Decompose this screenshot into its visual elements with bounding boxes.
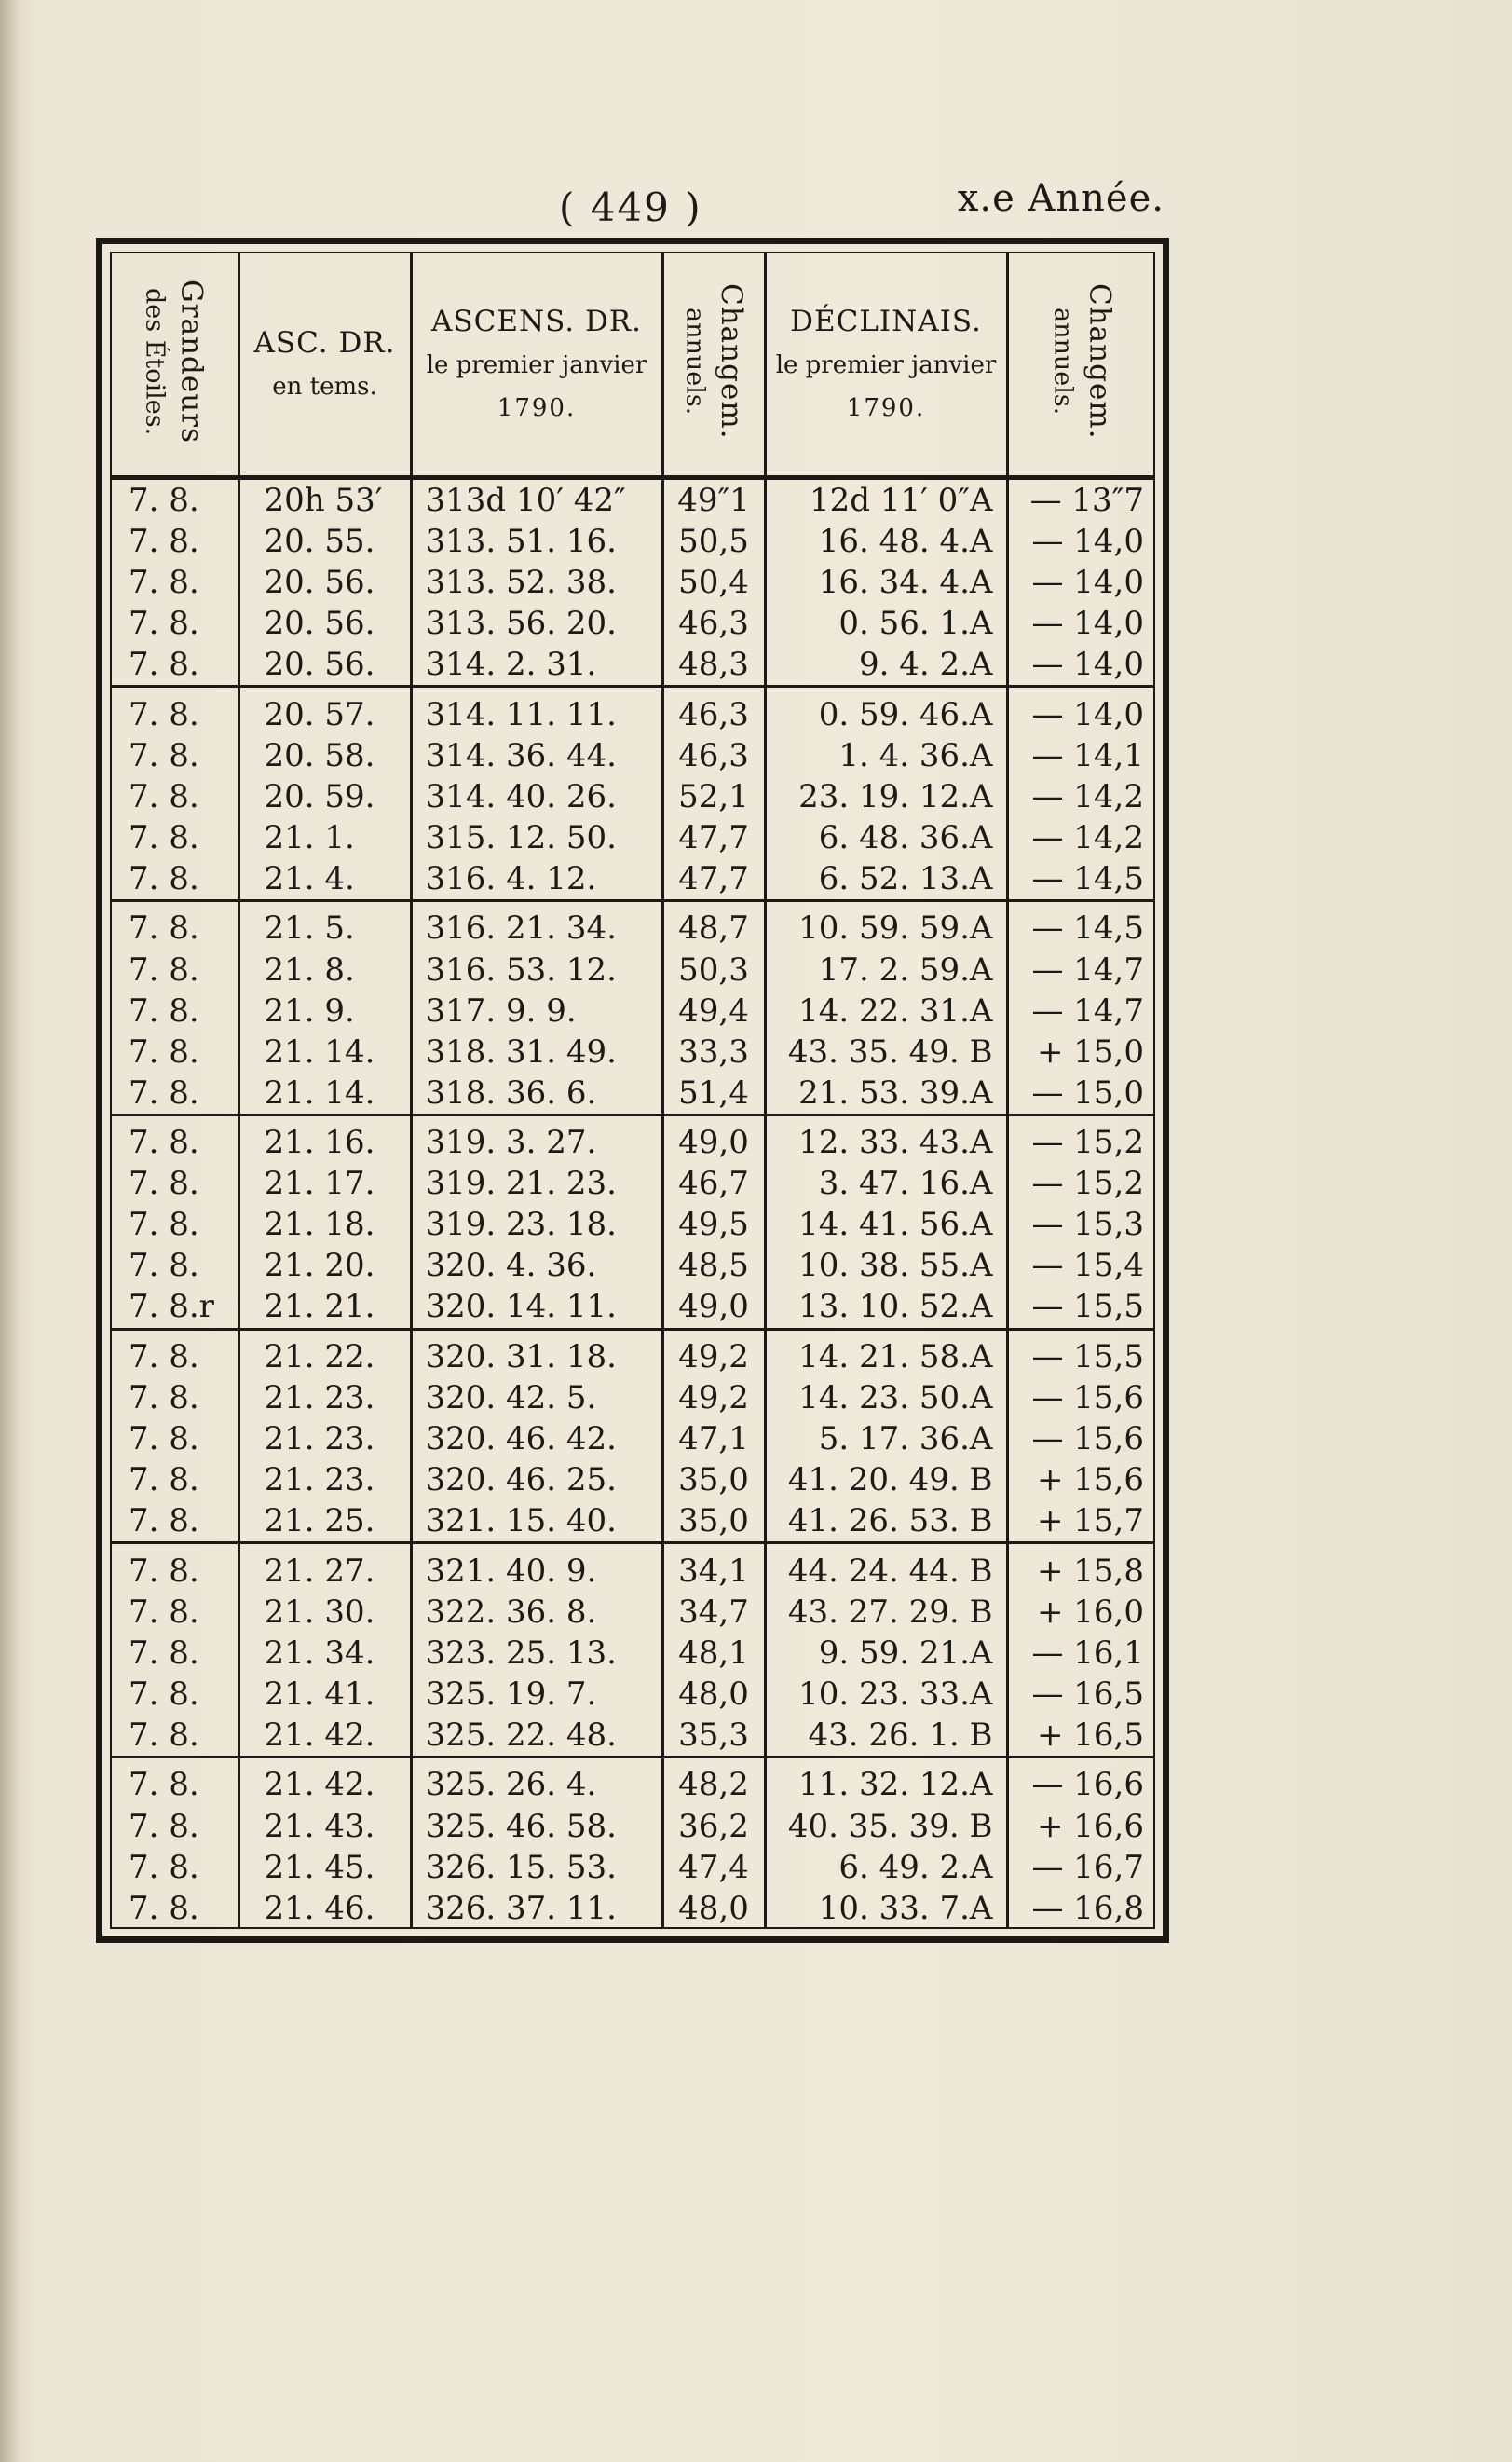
cell-ch2: — 16,5 xyxy=(1031,1675,1144,1713)
cell-dec: 43. 27. 29. B xyxy=(765,1592,1007,1633)
cell-ar: 318. 31. 49. xyxy=(411,1032,662,1073)
cell-ch: 35,0 xyxy=(662,1459,765,1500)
cell-dec: 11. 32. 12.A xyxy=(765,1758,1007,1806)
cell-asc: 21. 8. xyxy=(238,950,411,991)
cell-mag: 7. 8. xyxy=(110,1459,238,1500)
cell-ch2: — 16,7 xyxy=(1031,1848,1144,1886)
cell-ch2: — 15,2 xyxy=(1031,1124,1144,1162)
cell-ch2: — 14,0 xyxy=(1031,605,1144,643)
cell-dec: 14. 23. 50.A xyxy=(765,1377,1007,1418)
cell-ch2: + 15,8 xyxy=(1037,1552,1144,1590)
cell-ch: 48,5 xyxy=(662,1245,765,1286)
header-changem-1-line1: Changem. xyxy=(715,283,749,440)
cell-ch2: — 14,2 xyxy=(1031,818,1144,856)
cell-ar: 314. 36. 44. xyxy=(411,735,662,776)
cell-dec: 1. 4. 36.A xyxy=(765,735,1007,776)
cell-dec: 0. 56. 1.A xyxy=(765,603,1007,644)
table-row xyxy=(110,1758,1155,1806)
cell-asc: 21. 27. xyxy=(238,1543,411,1592)
star-catalogue-table xyxy=(110,252,1155,1929)
header-changem-2-line1: Changem. xyxy=(1083,283,1117,440)
cell-ch2: — 16,6 xyxy=(1031,1766,1144,1804)
table-row xyxy=(110,858,1155,901)
table-row xyxy=(110,1543,1155,1592)
cell-asc: 21. 5. xyxy=(238,901,411,950)
cell-ch2: — 16,1 xyxy=(1031,1634,1144,1672)
cell-mag: 7. 8. xyxy=(110,1592,238,1633)
cell-ch: 48,0 xyxy=(662,1674,765,1715)
table-row xyxy=(110,1163,1155,1204)
cell-dec: 9. 4. 2.A xyxy=(765,644,1007,687)
cell-ch: 49,4 xyxy=(662,991,765,1032)
cell-mag: 7. 8. xyxy=(110,687,238,735)
cell-asc: 21. 17. xyxy=(238,1163,411,1204)
cell-asc: 21. 14. xyxy=(238,1032,411,1073)
table-row xyxy=(110,1204,1155,1245)
cell-mag: 7. 8. xyxy=(110,1204,238,1245)
header-changem-1-line2: annuels. xyxy=(680,308,710,416)
cell-dec: 40. 35. 39. B xyxy=(765,1806,1007,1847)
cell-ch2: + 15,7 xyxy=(1007,1500,1155,1543)
table-row xyxy=(110,1073,1155,1115)
header-ascens-dr xyxy=(411,252,662,478)
cell-asc: 21. 21. xyxy=(238,1286,411,1329)
cell-ch2: — 14,5 xyxy=(1007,858,1155,901)
page-gutter-edge xyxy=(0,0,17,2462)
cell-asc: 21. 14. xyxy=(238,1073,411,1115)
cell-ar: 325. 26. 4. xyxy=(411,1758,662,1806)
cell-ar: 320. 14. 11. xyxy=(411,1286,662,1329)
cell-ch2: — 15,4 xyxy=(1031,1247,1144,1285)
cell-dec: 21. 53. 39.A xyxy=(765,1073,1007,1115)
cell-ar: 314. 2. 31. xyxy=(411,644,662,687)
cell-ch2: — 15,5 xyxy=(1031,1337,1144,1375)
cell-ch: 36,2 xyxy=(662,1806,765,1847)
cell-ar: 316. 4. 12. xyxy=(411,858,662,901)
cell-ch: 47,7 xyxy=(662,817,765,858)
cell-ch: 49″1 xyxy=(662,478,765,522)
table-row xyxy=(110,901,1155,950)
cell-asc: 20. 57. xyxy=(238,687,411,735)
header-changem-2 xyxy=(1007,252,1155,478)
cell-mag: 7. 8. xyxy=(110,1329,238,1377)
cell-ar: 320. 46. 25. xyxy=(411,1459,662,1500)
cell-dec: 10. 23. 33.A xyxy=(765,1674,1007,1715)
cell-asc: 20h 53′ xyxy=(238,478,411,522)
header-ascens-dr-title: ASCENS. DR. xyxy=(431,305,642,338)
header-changem-1 xyxy=(662,252,765,478)
cell-ch: 50,4 xyxy=(662,562,765,603)
table-row xyxy=(110,991,1155,1032)
cell-ch: 48,3 xyxy=(662,644,765,687)
cell-ch: 47,4 xyxy=(662,1847,765,1888)
cell-ch: 49,0 xyxy=(662,1115,765,1163)
cell-ar: 318. 36. 6. xyxy=(411,1073,662,1115)
cell-ch2: — 14,0 xyxy=(1031,564,1144,602)
cell-asc: 21. 23. xyxy=(238,1459,411,1500)
cell-ch2: + 15,6 xyxy=(1037,1461,1144,1499)
cell-ch: 49,0 xyxy=(662,1286,765,1329)
cell-asc: 20. 55. xyxy=(238,521,411,562)
cell-ch2: — 15,6 xyxy=(1031,1379,1144,1417)
cell-mag: 7. 8. xyxy=(110,1418,238,1459)
running-title: x.e Année. xyxy=(957,177,1165,220)
cell-ch: 34,1 xyxy=(662,1543,765,1592)
cell-mag: 7. 8. xyxy=(110,603,238,644)
table-row xyxy=(110,817,1155,858)
cell-ar: 321. 15. 40. xyxy=(411,1500,662,1543)
header-asc-dr-sub: en tems. xyxy=(272,373,377,401)
cell-mag: 7. 8. xyxy=(110,858,238,901)
cell-ch: 47,1 xyxy=(662,1418,765,1459)
cell-asc: 21. 25. xyxy=(238,1500,411,1543)
cell-ch2: — 14,0 xyxy=(1007,644,1155,687)
cell-dec: 0. 59. 46.A xyxy=(765,687,1007,735)
table-row xyxy=(110,1806,1155,1847)
cell-dec: 10. 59. 59.A xyxy=(765,901,1007,950)
cell-mag: 7. 8. xyxy=(110,478,238,522)
cell-mag: 7. 8. xyxy=(110,1543,238,1592)
header-declinais-sub: le premier janvier xyxy=(775,351,997,379)
cell-ch: 52,1 xyxy=(662,776,765,817)
cell-mag: 7. 8. xyxy=(110,817,238,858)
cell-mag: 7. 8. xyxy=(110,1806,238,1847)
table-row xyxy=(110,776,1155,817)
cell-ch: 46,3 xyxy=(662,687,765,735)
header-grandeurs-line1: Grandeurs xyxy=(174,280,209,444)
cell-ch2: — 15,5 xyxy=(1007,1286,1155,1329)
cell-mag: 7. 8. xyxy=(110,1115,238,1163)
header-asc-dr xyxy=(238,252,411,478)
cell-asc: 20. 56. xyxy=(238,603,411,644)
cell-ch: 35,3 xyxy=(662,1715,765,1758)
cell-mag: 7. 8. xyxy=(110,950,238,991)
cell-mag: 7. 8. xyxy=(110,1758,238,1806)
cell-mag: 7. 8. xyxy=(110,562,238,603)
cell-mag: 7. 8. xyxy=(110,1032,238,1073)
table-row xyxy=(110,1032,1155,1073)
cell-ch2: + 16,0 xyxy=(1037,1593,1144,1631)
cell-asc: 21. 42. xyxy=(238,1715,411,1758)
cell-ch: 33,3 xyxy=(662,1032,765,1073)
cell-dec: 3. 47. 16.A xyxy=(765,1163,1007,1204)
table-row xyxy=(110,1715,1155,1758)
cell-dec: 6. 52. 13.A xyxy=(765,858,1007,901)
cell-dec: 16. 34. 4.A xyxy=(765,562,1007,603)
cell-asc: 21. 42. xyxy=(238,1758,411,1806)
cell-asc: 21. 1. xyxy=(238,817,411,858)
cell-ar: 320. 4. 36. xyxy=(411,1245,662,1286)
cell-ar: 325. 22. 48. xyxy=(411,1715,662,1758)
header-declinais xyxy=(765,252,1007,478)
table-row xyxy=(110,1674,1155,1715)
cell-ch: 48,7 xyxy=(662,901,765,950)
cell-dec: 17. 2. 59.A xyxy=(765,950,1007,991)
page-header xyxy=(93,177,1165,242)
cell-ar: 316. 53. 12. xyxy=(411,950,662,991)
table-row xyxy=(110,1329,1155,1377)
cell-ar: 319. 21. 23. xyxy=(411,1163,662,1204)
cell-dec: 23. 19. 12.A xyxy=(765,776,1007,817)
cell-ch2: — 14,2 xyxy=(1031,777,1144,815)
cell-ch: 48,1 xyxy=(662,1633,765,1674)
cell-ch2: — 14,0 xyxy=(1031,523,1144,561)
cell-dec: 14. 21. 58.A xyxy=(765,1329,1007,1377)
cell-asc: 20. 56. xyxy=(238,644,411,687)
cell-mag: 7. 8. xyxy=(110,1073,238,1115)
header-changem-2-line2: annuels. xyxy=(1048,308,1078,416)
cell-asc: 21. 22. xyxy=(238,1329,411,1377)
cell-asc: 21. 20. xyxy=(238,1245,411,1286)
table-row xyxy=(110,1633,1155,1674)
header-ascens-dr-year: 1790. xyxy=(497,394,577,422)
cell-asc: 21. 18. xyxy=(238,1204,411,1245)
cell-mag: 7. 8. xyxy=(110,1245,238,1286)
cell-ar: 320. 46. 42. xyxy=(411,1418,662,1459)
cell-ar: 319. 23. 18. xyxy=(411,1204,662,1245)
cell-ch2: — 15,3 xyxy=(1031,1206,1144,1244)
cell-dec: 6. 49. 2.A xyxy=(765,1847,1007,1888)
cell-ch2: — 15,0 xyxy=(1007,1073,1155,1115)
cell-dec: 9. 59. 21.A xyxy=(765,1633,1007,1674)
table-row xyxy=(110,1459,1155,1500)
cell-ar: 313. 51. 16. xyxy=(411,521,662,562)
table-body xyxy=(110,478,1155,1930)
cell-ch2: — 13″7 xyxy=(1029,482,1144,520)
cell-dec: 5. 17. 36.A xyxy=(765,1418,1007,1459)
cell-mag: 7. 8. xyxy=(110,735,238,776)
table-row xyxy=(110,1377,1155,1418)
cell-ar: 313. 56. 20. xyxy=(411,603,662,644)
cell-asc: 21. 23. xyxy=(238,1377,411,1418)
cell-ch: 46,3 xyxy=(662,603,765,644)
cell-mag: 7. 8. xyxy=(110,1377,238,1418)
cell-asc: 21. 45. xyxy=(238,1847,411,1888)
cell-ar: 325. 19. 7. xyxy=(411,1674,662,1715)
cell-ch: 47,7 xyxy=(662,858,765,901)
cell-ch2: — 14,1 xyxy=(1031,736,1144,774)
cell-dec: 43. 26. 1. B xyxy=(765,1715,1007,1758)
cell-mag: 7. 8. xyxy=(110,1888,238,1929)
cell-ch: 49,2 xyxy=(662,1377,765,1418)
cell-ch: 49,5 xyxy=(662,1204,765,1245)
cell-ar: 319. 3. 27. xyxy=(411,1115,662,1163)
header-grandeurs-line2: des Étoiles. xyxy=(140,287,170,436)
cell-ar: 313. 52. 38. xyxy=(411,562,662,603)
table-row xyxy=(110,1500,1155,1543)
table-row xyxy=(110,1847,1155,1888)
table-row xyxy=(110,1418,1155,1459)
cell-ch2: — 14,7 xyxy=(1031,992,1144,1030)
cell-dec: 41. 26. 53. B xyxy=(765,1500,1007,1543)
cell-ch2: — 14,7 xyxy=(1031,951,1144,989)
cell-ar: 316. 21. 34. xyxy=(411,901,662,950)
cell-mag: 7. 8. xyxy=(110,1500,238,1543)
cell-mag: 7. 8. xyxy=(110,1633,238,1674)
cell-ch2: — 16,8 xyxy=(1031,1889,1144,1927)
table-row xyxy=(110,521,1155,562)
cell-mag: 7. 8. xyxy=(110,901,238,950)
cell-ar: 320. 42. 5. xyxy=(411,1377,662,1418)
cell-asc: 21. 23. xyxy=(238,1418,411,1459)
table-row xyxy=(110,1115,1155,1163)
table-header-row xyxy=(110,252,1155,478)
table-row xyxy=(110,687,1155,735)
cell-ar: 322. 36. 8. xyxy=(411,1592,662,1633)
cell-asc: 21. 16. xyxy=(238,1115,411,1163)
cell-ar: 313d 10′ 42″ xyxy=(411,478,662,522)
cell-dec: 10. 38. 55.A xyxy=(765,1245,1007,1286)
cell-dec: 13. 10. 52.A xyxy=(765,1286,1007,1329)
cell-asc: 21. 9. xyxy=(238,991,411,1032)
cell-asc: 21. 30. xyxy=(238,1592,411,1633)
cell-mag: 7. 8. xyxy=(110,521,238,562)
cell-ar: 326. 15. 53. xyxy=(411,1847,662,1888)
cell-ar: 321. 40. 9. xyxy=(411,1543,662,1592)
header-asc-dr-title: ASC. DR. xyxy=(253,326,396,360)
cell-ar: 326. 37. 11. xyxy=(411,1888,662,1929)
cell-asc: 21. 4. xyxy=(238,858,411,901)
cell-dec: 10. 33. 7.A xyxy=(765,1888,1007,1929)
cell-ch2: — 15,2 xyxy=(1031,1165,1144,1203)
cell-ch: 51,4 xyxy=(662,1073,765,1115)
table-row xyxy=(110,1888,1155,1929)
page-number: ( 449 ) xyxy=(559,185,702,230)
cell-dec: 43. 35. 49. B xyxy=(765,1032,1007,1073)
cell-dec: 44. 24. 44. B xyxy=(765,1543,1007,1592)
cell-mag: 7. 8. xyxy=(110,1715,238,1758)
cell-ar: 325. 46. 58. xyxy=(411,1806,662,1847)
table-row xyxy=(110,1592,1155,1633)
cell-dec: 14. 22. 31.A xyxy=(765,991,1007,1032)
cell-ch2: + 16,5 xyxy=(1007,1715,1155,1758)
cell-ch2: — 14,5 xyxy=(1031,910,1144,948)
cell-mag: 7. 8. xyxy=(110,1674,238,1715)
cell-dec: 12d 11′ 0″A xyxy=(765,478,1007,522)
header-grandeurs xyxy=(110,252,238,478)
cell-ch: 49,2 xyxy=(662,1329,765,1377)
cell-ar: 314. 40. 26. xyxy=(411,776,662,817)
cell-ar: 320. 31. 18. xyxy=(411,1329,662,1377)
header-declinais-title: DÉCLINAIS. xyxy=(790,305,982,338)
table-frame xyxy=(96,238,1169,1943)
cell-dec: 6. 48. 36.A xyxy=(765,817,1007,858)
cell-asc: 20. 58. xyxy=(238,735,411,776)
cell-ch: 34,7 xyxy=(662,1592,765,1633)
cell-ar: 323. 25. 13. xyxy=(411,1633,662,1674)
cell-ch2: — 14,0 xyxy=(1031,695,1144,733)
header-ascens-dr-sub: le premier janvier xyxy=(426,351,647,379)
cell-ch2: — 15,6 xyxy=(1031,1420,1144,1458)
cell-mag: 7. 8. xyxy=(110,776,238,817)
cell-ch: 46,3 xyxy=(662,735,765,776)
table-row xyxy=(110,644,1155,687)
cell-dec: 12. 33. 43.A xyxy=(765,1115,1007,1163)
cell-asc: 21. 43. xyxy=(238,1806,411,1847)
cell-dec: 41. 20. 49. B xyxy=(765,1459,1007,1500)
table-row xyxy=(110,1286,1155,1329)
table-row xyxy=(110,735,1155,776)
cell-asc: 20. 56. xyxy=(238,562,411,603)
cell-mag: 7. 8. xyxy=(110,644,238,687)
cell-ch: 35,0 xyxy=(662,1500,765,1543)
cell-ar: 317. 9. 9. xyxy=(411,991,662,1032)
cell-mag: 7. 8. xyxy=(110,1847,238,1888)
cell-asc: 21. 41. xyxy=(238,1674,411,1715)
table-row xyxy=(110,478,1155,522)
table-row xyxy=(110,950,1155,991)
cell-asc: 21. 46. xyxy=(238,1888,411,1929)
cell-ch: 50,3 xyxy=(662,950,765,991)
cell-ar: 314. 11. 11. xyxy=(411,687,662,735)
header-declinais-year: 1790. xyxy=(846,394,926,422)
table-row xyxy=(110,562,1155,603)
cell-ch2: + 15,0 xyxy=(1037,1033,1144,1071)
cell-ch: 50,5 xyxy=(662,521,765,562)
cell-mag: 7. 8.r xyxy=(110,1286,238,1329)
cell-ch: 48,0 xyxy=(662,1888,765,1929)
table-row xyxy=(110,1245,1155,1286)
cell-dec: 16. 48. 4.A xyxy=(765,521,1007,562)
cell-ar: 315. 12. 50. xyxy=(411,817,662,858)
table-row xyxy=(110,603,1155,644)
cell-mag: 7. 8. xyxy=(110,1163,238,1204)
cell-dec: 14. 41. 56.A xyxy=(765,1204,1007,1245)
cell-ch: 46,7 xyxy=(662,1163,765,1204)
cell-ch: 48,2 xyxy=(662,1758,765,1806)
cell-asc: 20. 59. xyxy=(238,776,411,817)
cell-asc: 21. 34. xyxy=(238,1633,411,1674)
cell-ch2: + 16,6 xyxy=(1037,1807,1144,1845)
cell-mag: 7. 8. xyxy=(110,991,238,1032)
